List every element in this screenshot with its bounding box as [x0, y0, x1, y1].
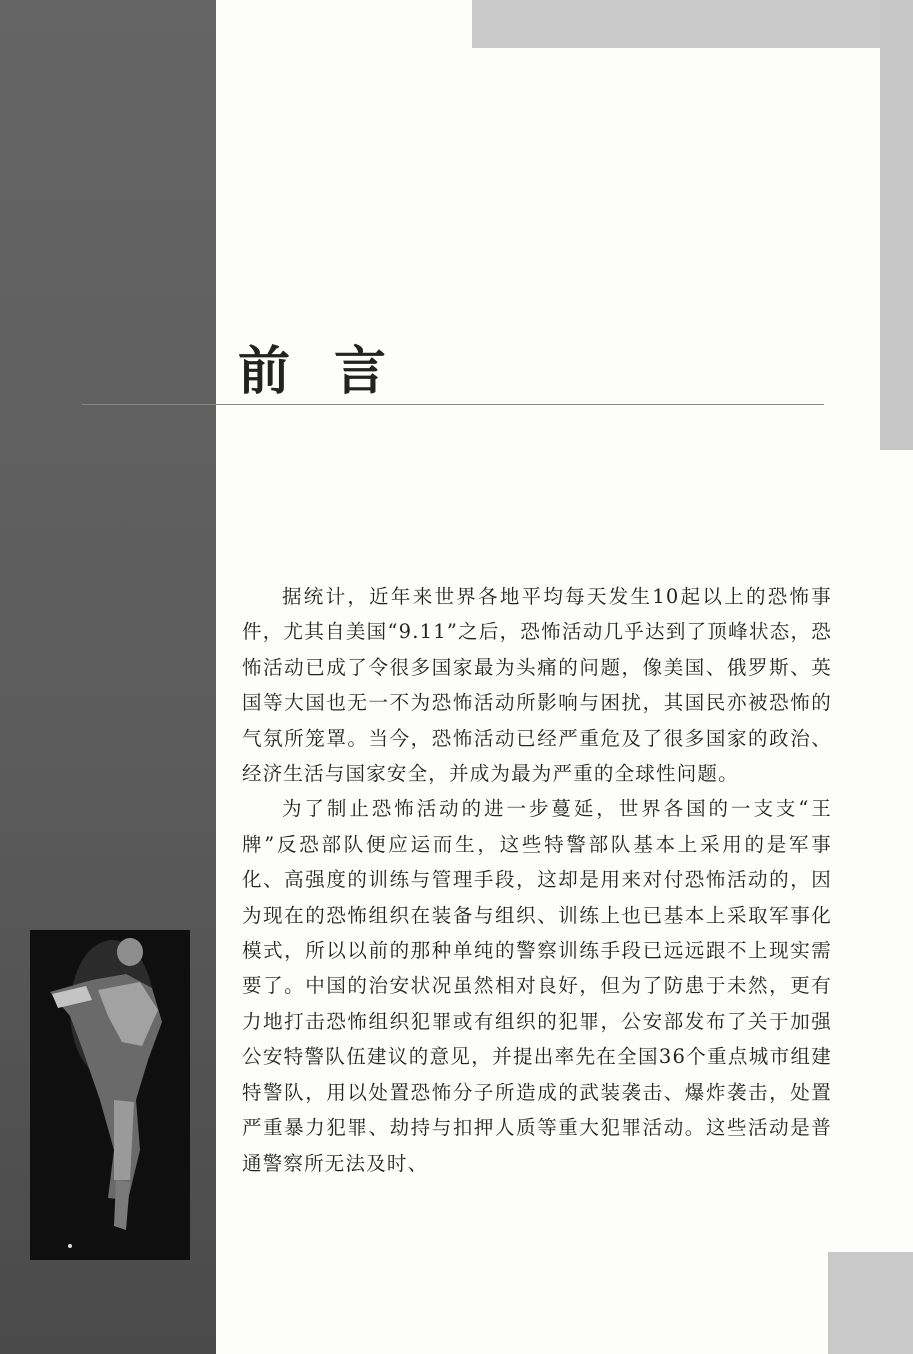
chapter-title: 前言 [238, 341, 431, 402]
soldier-photo [30, 930, 190, 1260]
right-gray-strip [880, 0, 913, 450]
body-text [242, 579, 832, 1181]
paragraph: 据统计，近年来世界各地平均每天发生10起以上的恐怖事件，尤其自美国“9.11”之后，恐怖活动几乎达到了顶峰状态，恐怖活动已成了令很多国家最为头痛的问题，像美国、俄罗斯、英国等大国也无一不为恐怖活动所影响与困扰，其国民亦被恐怖的气氛所笼罩。当今，恐怖活动已经严重危及了很多国家的政治、经济生活与国家安全，并成为最为严重的全球性问题。 [242, 585, 832, 786]
corner-block-bottom [828, 1252, 913, 1354]
corner-block-top [472, 0, 913, 48]
title-rule [82, 404, 824, 405]
paragraph: 为了制止恐怖活动的进一步蔓延，世界各国的一支支“王牌”反恐部队便应运而生，这些特警部队基本上采用的是军事化、高强度的训练与管理手段，这却是用来对付恐怖活动的，因为现在的恐怖组织在装备与组织、训练上也已基本上采取军事化模式，所以以前的那种单纯的警察训练手段已远远跟不上现实需要了。中国的治安状况虽然相对良好，但为了防患于未然，更有力地打击恐怖组织犯罪或有组织的犯罪，公安部发布了关于加强公安特警队伍建议的意见，并提出率先在全国36个重点城市组建特警队，用以处置恐怖分子所造成的武装袭击、爆炸袭击，处置严重暴力犯罪、劫持与扣押人质等重大犯罪活动。这些活动是普通警察所无法及时、 [242, 797, 832, 1175]
